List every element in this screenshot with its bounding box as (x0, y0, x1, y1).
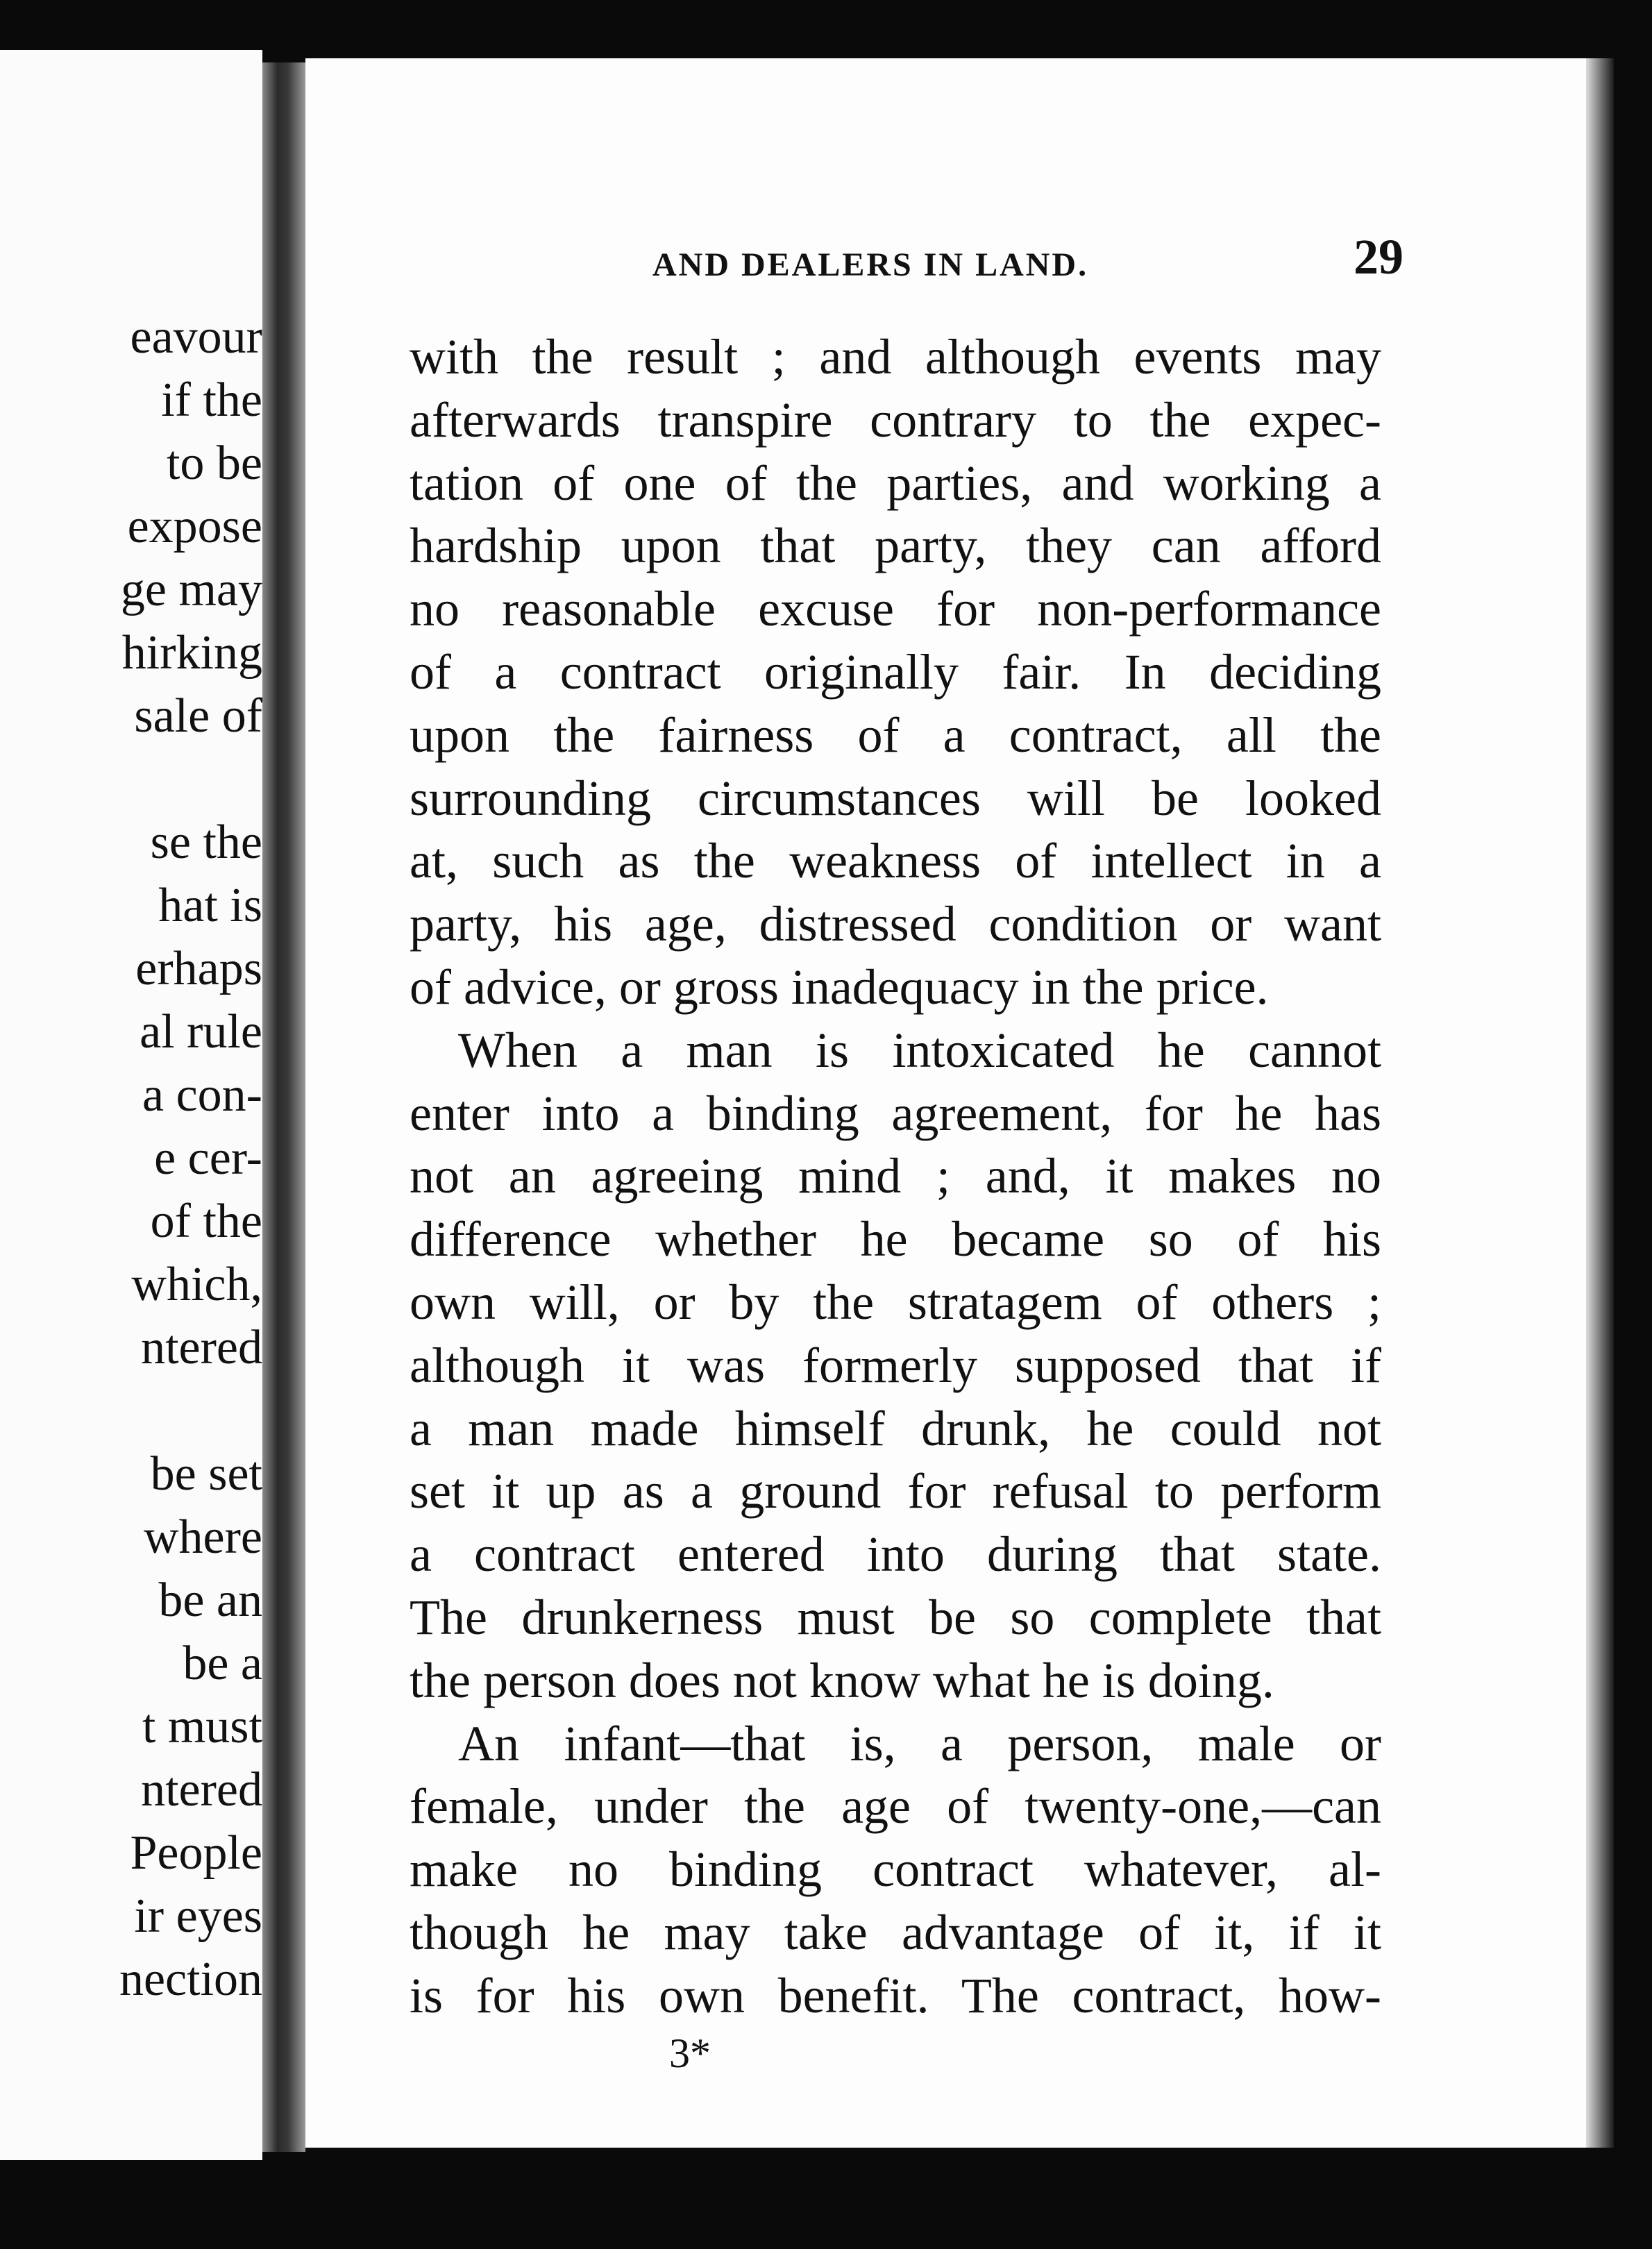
text-line: When a man is intoxicated he cannot (458, 1022, 1381, 1078)
text-line: afterwards transpire contrary to the expec- (410, 391, 1381, 448)
right-page (305, 58, 1586, 2148)
text-line: though he may take advantage of it, if it (410, 1904, 1381, 1960)
left-page-line: erhaps (135, 942, 262, 995)
left-page-line (0, 748, 262, 811)
left-page-line: nection (119, 1953, 262, 2006)
left-page-line: hat is (158, 879, 262, 932)
left-page-line: ntered (141, 1763, 262, 1817)
left-page-line (0, 1379, 262, 1442)
text-line: own will, or by the stratagem of others ; (410, 1274, 1381, 1330)
left-page-line: eavour (130, 310, 262, 364)
text-line: although it was formerly supposed that if (410, 1337, 1381, 1393)
text-line: surrounding circumstances will be looked (410, 770, 1381, 826)
body-text (410, 326, 1381, 2028)
text-line: at, such as the weakness of intellect in a (410, 833, 1381, 889)
left-page-line: expose (127, 500, 262, 553)
text-line: party, his age, distressed condition or want (410, 896, 1381, 952)
text-line: set it up as a ground for refusal to perform (410, 1463, 1381, 1519)
left-page-line: be an (158, 1574, 262, 1627)
text-line: difference whether he became so of his (410, 1211, 1381, 1267)
left-page-line: sale of (134, 689, 262, 743)
text-line: is for his own benefit. The contract, how- (410, 1967, 1381, 2023)
text-line: a contract entered into during that state. (410, 1526, 1381, 1583)
text-line: the person does not know what he is doing. (410, 1652, 1274, 1708)
text-line: The drunkerness must be so complete that (410, 1589, 1381, 1645)
text-line: hardship upon that party, they can afford (410, 518, 1381, 574)
left-page-line: be set (150, 1447, 262, 1501)
text-line: upon the fairness of a contract, all the (410, 707, 1381, 763)
left-page-line: People (130, 1826, 262, 1880)
left-page-line: hirking (121, 626, 262, 680)
book-gutter (262, 62, 305, 2152)
text-line: with the result ; and although events may (410, 329, 1381, 385)
running-head-title: AND DEALERS IN LAND. (652, 246, 1089, 283)
left-page-line: al rule (140, 1005, 262, 1059)
left-page-line: e cer- (154, 1131, 262, 1185)
text-line: enter into a binding agreement, for he has (410, 1085, 1381, 1141)
text-line: tation of one of the parties, and working a (410, 455, 1381, 511)
left-page-line: be a (183, 1637, 262, 1690)
text-line: An infant—that is, a person, male or (458, 1715, 1381, 1771)
left-page-line: of the (150, 1195, 262, 1248)
left-page-text (0, 305, 262, 2075)
text-line: make no binding contract whatever, al- (410, 1842, 1381, 1898)
left-page-line: se the (150, 816, 262, 869)
signature-mark: 3* (669, 2030, 711, 2076)
left-page-line: to be (166, 437, 262, 490)
text-line: no reasonable excuse for non-performance (410, 581, 1381, 637)
page-edge (1586, 58, 1614, 2148)
left-page-line: where (143, 1510, 262, 1564)
text-line: of a contract originally fair. In deciding (410, 643, 1381, 700)
left-page-line: a con- (142, 1068, 262, 1122)
left-facing-page (0, 50, 262, 2160)
left-page-line: ge may (120, 563, 262, 616)
text-line: female, under the age of twenty-one,—can (410, 1778, 1381, 1835)
left-page-line: t must (142, 1700, 262, 1753)
text-line: of advice, or gross inadequacy in the price. (410, 959, 1269, 1015)
text-line: a man made himself drunk, he could not (410, 1400, 1381, 1456)
left-page-line: ntered (141, 1321, 262, 1374)
left-page-line: if the (161, 373, 262, 427)
page-number: 29 (1354, 229, 1404, 285)
text-line: not an agreeing mind ; and, it makes no (410, 1148, 1381, 1204)
left-page-line: which, (131, 1258, 262, 1311)
left-page-line: ir eyes (134, 1889, 262, 1943)
